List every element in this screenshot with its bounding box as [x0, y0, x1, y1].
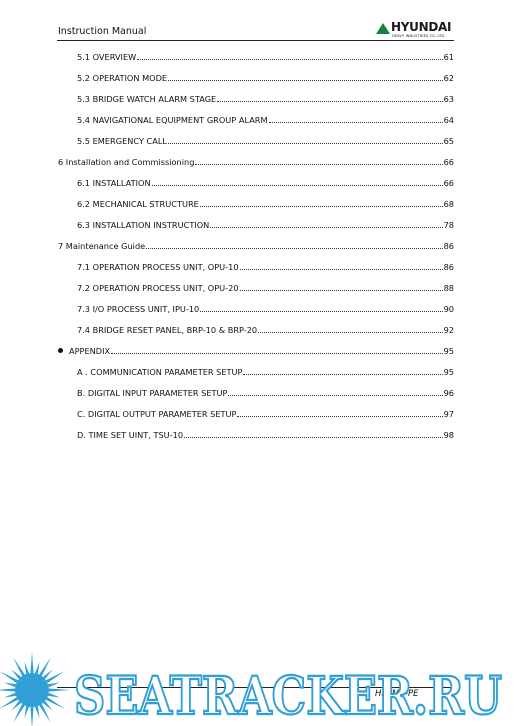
- toc-entry[interactable]: [77, 283, 454, 295]
- toc-entry[interactable]: [77, 409, 454, 421]
- toc-entry-text: 5.2 OPERATION MODE: [77, 73, 168, 83]
- toc-entry[interactable]: [77, 262, 454, 274]
- dot-leader: [243, 368, 442, 375]
- toc-entry[interactable]: [77, 199, 454, 211]
- toc-entry-label: [77, 94, 216, 104]
- toc-entry[interactable]: [77, 325, 454, 337]
- toc-entry-label: [58, 241, 145, 251]
- dot-leader: [184, 431, 443, 438]
- toc-entry-label: [77, 367, 242, 377]
- dot-leader: [269, 116, 443, 123]
- toc-entry-text: 7.4 BRIDGE RESET PANEL, BRP-10 & BRP-20: [77, 325, 258, 335]
- dot-leader: [228, 389, 442, 396]
- toc-entry-label: [77, 325, 257, 335]
- toc-entry-page: 98: [443, 430, 454, 440]
- toc-entry-text: 7.2 OPERATION PROCESS UNIT, OPU-20: [77, 283, 239, 293]
- dot-leader: [240, 284, 443, 291]
- toc-entry[interactable]: [77, 73, 454, 85]
- toc-entry[interactable]: [77, 52, 454, 64]
- dot-leader: [210, 221, 442, 228]
- toc-entry-text: 5.3 BRIDGE WATCH ALARM STAGE: [77, 94, 217, 104]
- toc-entry[interactable]: [58, 241, 454, 253]
- toc-entry-text: B. DIGITAL INPUT PARAMETER SETUP: [77, 388, 228, 398]
- toc-entry-text: 5.5 EMERGENCY CALL: [77, 136, 167, 146]
- toc-entry[interactable]: [77, 304, 454, 316]
- toc-entry-text: 6 Installation and Commissioning: [58, 157, 195, 167]
- dot-leader: [146, 242, 442, 249]
- toc-entry-page: 61: [443, 52, 454, 62]
- toc-entry-label: [77, 136, 167, 146]
- toc-entry-page: 86: [443, 241, 454, 251]
- toc-entry-page: 64: [443, 115, 454, 125]
- toc-entry-page: 68: [443, 199, 454, 209]
- toc-entry-label: [77, 430, 183, 440]
- toc-entry-page: 88: [443, 283, 454, 293]
- watermark-text: SEATRACKER.RU: [74, 666, 502, 726]
- toc-entry-text: 6.1 INSTALLATION: [77, 178, 151, 188]
- dot-leader: [111, 347, 442, 354]
- toc-entry-page: 62: [443, 73, 454, 83]
- toc-entry-page: 86: [443, 262, 454, 272]
- toc-entry-label: [77, 388, 227, 398]
- logo-subtitle: HEAVY INDUSTRIES CO.,LTD.: [392, 34, 446, 38]
- toc-entry-label: [77, 304, 199, 314]
- toc-entry[interactable]: [77, 94, 454, 106]
- toc-entry-label: [77, 409, 236, 419]
- toc-entry-page: 96: [443, 388, 454, 398]
- toc-entry-label: [77, 73, 167, 83]
- toc-entry-text: 6.2 MECHANICAL STRUCTURE: [77, 199, 199, 209]
- toc-entry[interactable]: [77, 367, 454, 379]
- toc-entry-page: 97: [443, 409, 454, 419]
- toc-entry-label: [77, 52, 136, 62]
- toc-entry-label: [77, 178, 151, 188]
- toc-entry-text: C. DIGITAL OUTPUT PARAMETER SETUP: [77, 409, 237, 419]
- dot-leader: [168, 74, 443, 81]
- toc-entry[interactable]: [77, 115, 454, 127]
- toc-entry-text: APPENDIX: [69, 346, 111, 356]
- toc-entry-label: [77, 262, 239, 272]
- dot-leader: [168, 137, 443, 144]
- toc-entry-page: 66: [443, 178, 454, 188]
- toc-entry-text: A . COMMUNICATION PARAMETER SETUP: [77, 367, 243, 377]
- toc-entry-text: 5.1 OVERVIEW: [77, 52, 137, 62]
- toc-entry[interactable]: [58, 157, 454, 169]
- company-logo: [374, 20, 456, 40]
- dot-leader: [237, 410, 442, 417]
- toc-entry-page: 63: [443, 94, 454, 104]
- dot-leader: [137, 53, 442, 60]
- header-rule: [57, 40, 454, 41]
- dot-leader: [152, 179, 443, 186]
- toc-entry-label: [77, 220, 209, 230]
- dot-leader: [200, 200, 443, 207]
- toc-entry-label: [77, 199, 199, 209]
- bullet-icon: [58, 348, 63, 353]
- toc-entry-text: 7 Maintenance Guide: [58, 241, 146, 251]
- toc-entry-text: 7.1 OPERATION PROCESS UNIT, OPU-10: [77, 262, 239, 272]
- toc-entry-page: 78: [443, 220, 454, 230]
- toc-entry-label: [77, 115, 268, 125]
- toc-entry[interactable]: [77, 430, 454, 442]
- toc-entry-page: 65: [443, 136, 454, 146]
- toc-entry-label: [77, 283, 239, 293]
- dot-leader: [217, 95, 442, 102]
- toc-entry[interactable]: [58, 346, 454, 358]
- toc-entry[interactable]: [77, 178, 454, 190]
- logo-name: HYUNDAI: [391, 20, 452, 34]
- dot-leader: [200, 305, 442, 312]
- toc-entry-text: 6.3 INSTALLATION INSTRUCTION: [77, 220, 210, 230]
- sun-icon: [0, 652, 70, 726]
- toc-entry-page: 95: [443, 346, 454, 356]
- dot-leader: [258, 326, 442, 333]
- toc-entry-text: 7.3 I/O PROCESS UNIT, IPU-10: [77, 304, 200, 314]
- toc-entry-page: 92: [443, 325, 454, 335]
- toc-entry[interactable]: [77, 220, 454, 232]
- toc-entry-label: [58, 157, 194, 167]
- footer-text: HiWMS-PE: [375, 689, 419, 699]
- watermark: [0, 640, 514, 726]
- dot-leader: [240, 263, 443, 270]
- toc-entry-label: [58, 346, 110, 356]
- toc-entry-text: 5.4 NAVIGATIONAL EQUIPMENT GROUP ALARM: [77, 115, 268, 125]
- toc-entry[interactable]: [77, 136, 454, 148]
- header-title: Instruction Manual: [58, 26, 147, 37]
- logo-triangle-icon: [376, 23, 390, 34]
- toc-entry-text: D. TIME SET UINT, TSU-10: [77, 430, 184, 440]
- toc-entry-page: 95: [443, 367, 454, 377]
- dot-leader: [195, 158, 442, 165]
- toc-entry[interactable]: [77, 388, 454, 400]
- toc-entry-page: 66: [443, 157, 454, 167]
- toc-entry-page: 90: [443, 304, 454, 314]
